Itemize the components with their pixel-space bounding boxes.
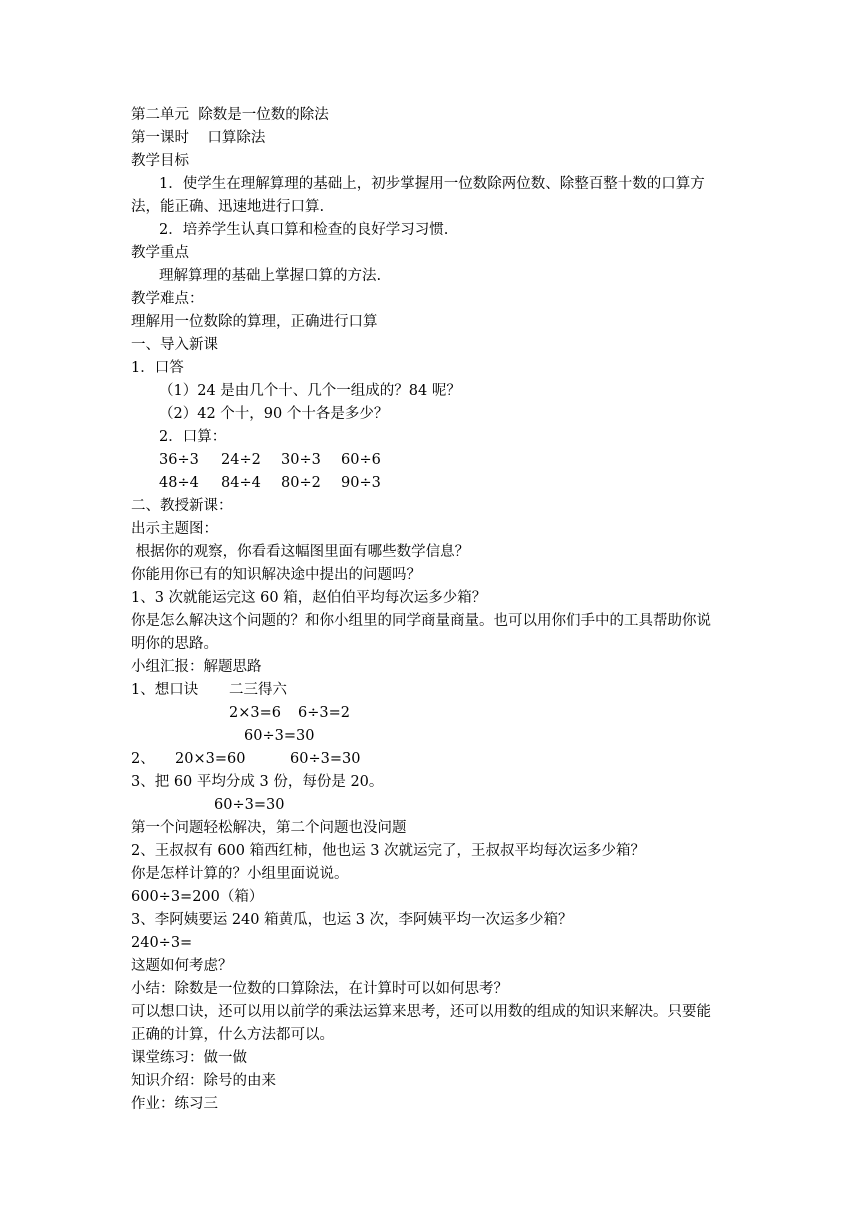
difficulty-text: 理解用一位数除的算理，正确进行口算	[131, 314, 378, 330]
problem-1: 1、3 次就能运完这 60 箱，赵伯伯平均每次运多少箱？	[131, 590, 487, 606]
difficulty-heading: 教学难点：	[131, 291, 204, 307]
answer-line-2: 正确的计算，什么方法都可以。	[131, 1027, 334, 1043]
goal-1-line-2: 法，能正确、迅速地进行口算.	[131, 199, 325, 215]
homework: 作业：练习三	[131, 1096, 218, 1112]
calc-item: 48÷4	[159, 475, 199, 491]
summary: 小结：除数是一位数的口算除法，在计算时可以如何思考？	[131, 981, 508, 997]
calc-item: 90÷3	[341, 475, 381, 491]
note-text: 第一个问题轻松解决，第二个问题也没问题	[131, 820, 407, 836]
answer-line-1: 可以想口诀，还可以用以前学的乘法运算来思考，还可以用数的组成的知识来解决。只要能	[131, 1004, 711, 1020]
calc-label: 2．口算：	[159, 429, 227, 445]
teach-heading: 二、教授新课：	[131, 498, 233, 514]
goal-1-line-1: 1．使学生在理解算理的基础上，初步掌握用一位数除两位数、除整百整十数的口算方	[159, 176, 705, 192]
problem-3-ask: 这题如何考虑？	[131, 958, 233, 974]
method-1-label: 1、想口诀	[131, 682, 199, 698]
method-3-eq: 60÷3=30	[214, 797, 285, 813]
group-report: 小组汇报：解题思路	[131, 659, 262, 675]
focus-text: 理解算理的基础上掌握口算的方法.	[159, 268, 382, 284]
how-line-1: 你是怎么解决这个问题的？和你小组里的同学商量商量。也可以用你们手中的工具帮助你说	[131, 613, 711, 629]
method-3-text: 3、把 60 平均分成 3 份，每份是 20。	[131, 774, 384, 790]
method-2-eq-2: 60÷3=30	[290, 751, 361, 767]
goals-heading: 教学目标	[131, 153, 189, 169]
problem-3: 3、李阿姨要运 240 箱黄瓜，也运 3 次，李阿姨平均一次运多少箱？	[131, 912, 573, 928]
calc-item: 80÷2	[281, 475, 321, 491]
method-1-eq-1: 2×3=6	[229, 705, 281, 721]
method-2-label: 2、	[131, 751, 155, 767]
goal-2: 2．培养学生认真口算和检查的良好学习习惯.	[159, 222, 449, 238]
ask-question: 你能用你已有的知识解决途中提出的问题吗？	[131, 567, 421, 583]
problem-2-ask: 你是怎样计算的？小组里面说说。	[131, 866, 349, 882]
focus-heading: 教学重点	[131, 245, 189, 261]
calc-item: 36÷3	[159, 452, 199, 468]
how-line-2: 明你的思路。	[131, 636, 218, 652]
observe-question: 根据你的观察，你看看这幅图里面有哪些数学信息？	[131, 544, 470, 560]
problem-3-eq: 240÷3=	[131, 935, 193, 951]
intro-heading: 一、导入新课	[131, 337, 218, 353]
oral-question-2: （2）42 个十，90 个十各是多少？	[159, 406, 389, 422]
method-1-rhyme: 二三得六	[229, 682, 287, 698]
oral-label: 1．口答	[131, 360, 184, 376]
method-2-eq-1: 20×3=60	[175, 751, 246, 767]
oral-question-1: （1）24 是由几个十、几个一组成的？84 呢？	[159, 383, 461, 399]
calc-item: 24÷2	[221, 452, 261, 468]
knowledge-intro: 知识介绍：除号的由来	[131, 1073, 276, 1089]
lesson-title: 第一课时 口算除法	[131, 130, 266, 146]
method-1-eq-2: 6÷3=2	[298, 705, 350, 721]
unit-title: 第二单元 除数是一位数的除法	[131, 107, 329, 123]
problem-2: 2、王叔叔有 600 箱西红柿，他也运 3 次就运完了，王叔叔平均每次运多少箱？	[131, 843, 646, 859]
calc-item: 60÷6	[341, 452, 381, 468]
method-1-eq-3: 60÷3=30	[244, 728, 315, 744]
classroom-practice: 课堂练习：做一做	[131, 1050, 247, 1066]
calc-item: 30÷3	[281, 452, 321, 468]
show-picture: 出示主题图：	[131, 521, 218, 537]
problem-2-eq: 600÷3=200（箱）	[131, 889, 264, 905]
calc-item: 84÷4	[221, 475, 261, 491]
